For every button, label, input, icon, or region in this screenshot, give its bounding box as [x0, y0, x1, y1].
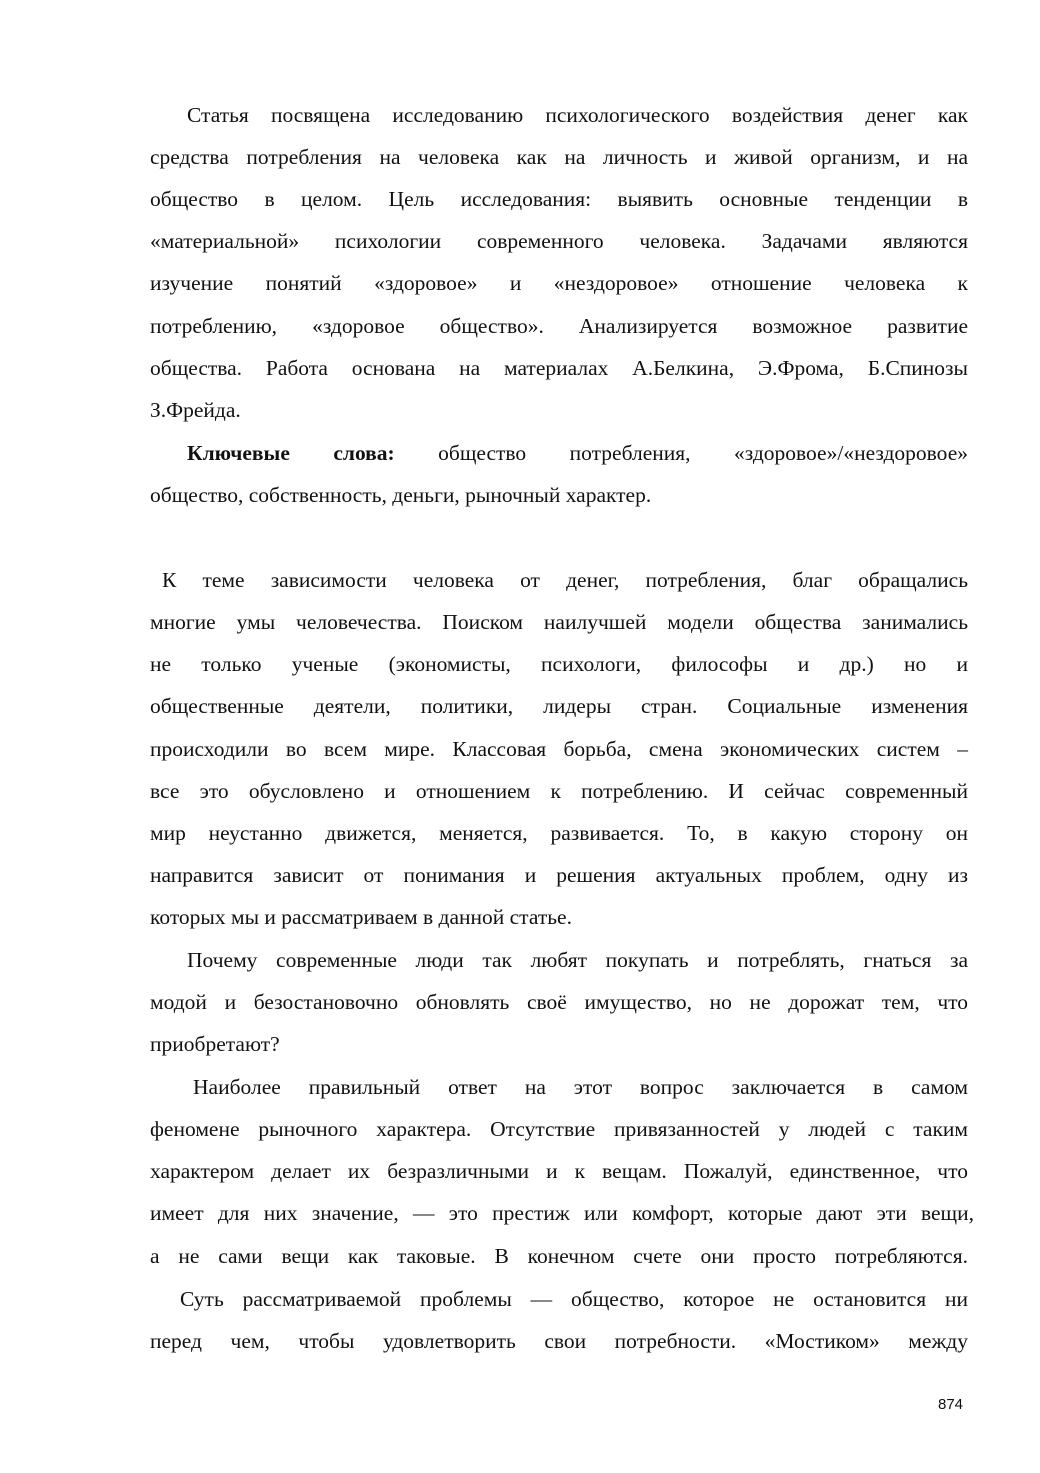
abstract-line: изучение понятий «здоровое» и «нездоровое» отношение человека к — [150, 271, 968, 295]
keywords-line — [187, 440, 968, 466]
page-number: 874 — [938, 1396, 964, 1413]
paragraph-line: происходили во всем мире. Классовая борьба, смена экономических систем – — [150, 737, 968, 761]
paragraph-line: которых мы и рассматриваем в данной статье. — [150, 905, 572, 929]
paragraph-line: имеет для них значение, — это престиж или комфорт, которые дают эти вещи, — [150, 1201, 974, 1225]
paragraph-line: модой и безостановочно обновлять своё имущество, но не дорожат тем, что — [150, 990, 968, 1014]
abstract-line: потреблению, «здоровое общество». Анализируется возможное развитие — [150, 314, 968, 338]
paragraph-line: перед чем, чтобы удовлетворить свои потребности. «Мостиком» между — [150, 1329, 968, 1353]
paragraph-line: не только ученые (экономисты, психологи, философы и др.) но и — [150, 652, 968, 676]
abstract-line: общества. Работа основана на материалах А.Белкина, Э.Фрома, Б.Спинозы — [150, 356, 968, 380]
keywords-label: Ключевые слова: — [187, 441, 395, 465]
keywords-line: общество, собственность, деньги, рыночный характер. — [150, 483, 652, 507]
abstract-line: средства потребления на человека как на личность и живой организм, и на — [150, 145, 968, 169]
paragraph-line: феномене рыночного характера. Отсутствие привязанностей у людей с таким — [150, 1117, 968, 1141]
keywords-text: общество потребления, «здоровое»/«нездоровое» — [394, 441, 968, 465]
paragraph-line: мир неустанно движется, меняется, развивается. То, в какую сторону он — [150, 821, 968, 845]
paragraph-line: многие умы человечества. Поиском наилучшей модели общества занимались — [150, 610, 968, 634]
abstract-line: Статья посвящена исследованию психологического воздействия денег как — [187, 103, 968, 127]
abstract-line: «материальной» психологии современного человека. Задачами являются — [150, 229, 968, 253]
paragraph-line: К теме зависимости человека от денег, потребления, благ обращались — [162, 568, 968, 592]
abstract-line: З.Фрейда. — [150, 398, 241, 422]
paragraph-line: приобретают? — [150, 1032, 280, 1056]
paragraph-line: Почему современные люди так любят покупать и потреблять, гнаться за — [187, 948, 968, 972]
paragraph-line: общественные деятели, политики, лидеры стран. Социальные изменения — [150, 694, 968, 718]
paragraph-line: направится зависит от понимания и решения актуальных проблем, одну из — [150, 863, 968, 887]
paragraph-line: Наиболее правильный ответ на этот вопрос заключается в самом — [193, 1075, 968, 1099]
paragraph-line: Суть рассматриваемой проблемы — общество, которое не остановится ни — [180, 1287, 968, 1311]
paragraph-line: все это обусловлено и отношением к потреблению. И сейчас современный — [150, 779, 968, 803]
abstract-line: общество в целом. Цель исследования: выявить основные тенденции в — [150, 187, 968, 211]
paragraph-line: характером делает их безразличными и к вещам. Пожалуй, единственное, что — [150, 1159, 968, 1183]
paragraph-line: а не сами вещи как таковые. В конечном счете они просто потребляются. — [150, 1244, 968, 1268]
